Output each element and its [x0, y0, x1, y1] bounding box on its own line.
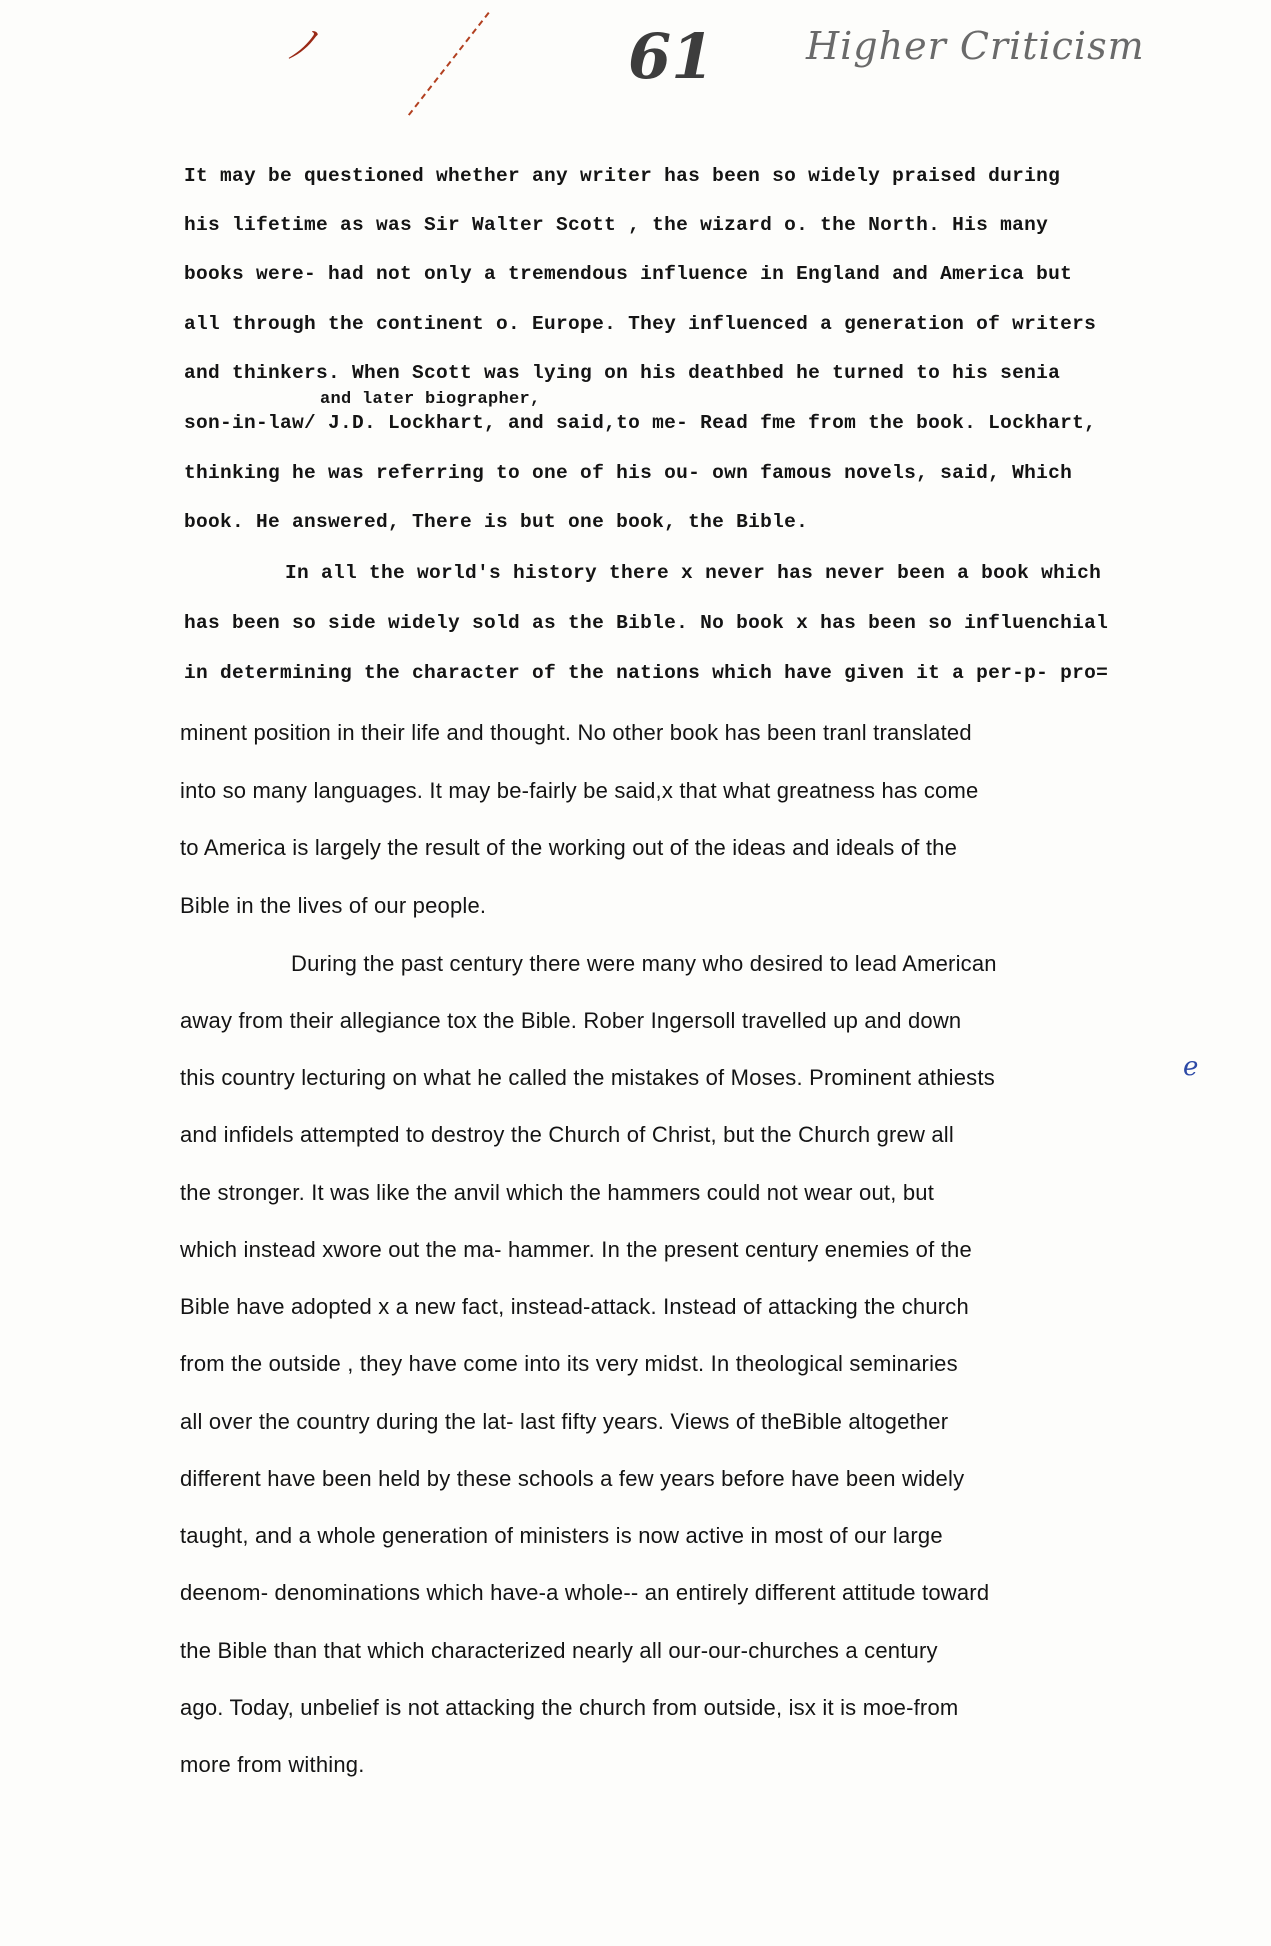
- text-line: from the outside , they have come into its very midst. In theological seminaries: [180, 1351, 958, 1376]
- text-line: away from their allegiance tox the Bible. Rober Ingersoll travelled up and down: [180, 1008, 962, 1033]
- text-line: in determining the character of the nations which have given it a per-p- pro=: [184, 662, 1109, 684]
- text-line: the Bible than that which characterized nearly all our-our-churches a century: [180, 1638, 938, 1663]
- text-line: this country lecturing on what he called the mistakes of Moses. Prominent athiests: [180, 1065, 995, 1090]
- text-line: taught, and a whole generation of ministers is now active in most of our large: [180, 1523, 943, 1548]
- text-line: different have been held by these schools a few years before have been widely: [180, 1466, 965, 1491]
- text-line: During the past century there were many who desired to lead American: [291, 951, 997, 976]
- red-slash-mark: [408, 12, 491, 117]
- text-line: more from withing.: [180, 1752, 365, 1777]
- red-pencil-mark: ノ: [283, 23, 322, 67]
- text-line: son-in-law/ J.D. Lockhart, and said,to me- Read fme from the book. Lockhart,: [184, 412, 1097, 434]
- inserted-text-line: and later biographer,: [320, 390, 541, 409]
- text-line: Bible in the lives of our people.: [180, 893, 487, 918]
- text-line: In all the world's history there x never has never been a book which: [285, 562, 1102, 584]
- page-number: 61: [628, 20, 715, 93]
- text-line: his lifetime as was Sir Walter Scott , the wizard o. the North. His many: [184, 214, 1049, 236]
- text-line: deenom- denominations which have-a whole-- an entirely different attitude toward: [180, 1580, 990, 1605]
- text-line: thinking he was referring to one of his ou- own famous novels, said, Which: [184, 462, 1073, 484]
- text-line: and infidels attempted to destroy the Church of Christ, but the Church grew all: [180, 1122, 954, 1147]
- text-line: has been so side widely sold as the Bible. No book x has been so influenchial: [184, 612, 1109, 634]
- text-line: and thinkers. When Scott was lying on his deathbed he turned to his senia: [184, 362, 1061, 384]
- text-line: the stronger. It was like the anvil which the hammers could not wear out, but: [180, 1180, 935, 1205]
- text-line: all through the continent o. Europe. They influenced a generation of writers: [184, 313, 1097, 335]
- text-line: all over the country during the lat- last fifty years. Views of theBible altogether: [180, 1409, 949, 1434]
- handwritten-correction: e: [1183, 1052, 1199, 1082]
- text-line: books were- had not only a tremendous influence in England and America but: [184, 263, 1073, 285]
- text-line: It may be questioned whether any writer has been so widely praised during: [184, 165, 1061, 187]
- text-line: which instead xwore out the ma- hammer. In the present century enemies of the: [180, 1237, 972, 1262]
- text-line: to America is largely the result of the working out of the ideas and ideals of the: [180, 835, 958, 860]
- text-line: into so many languages. It may be-fairly be said,x that what greatness has come: [180, 778, 979, 803]
- text-line: Bible have adopted x a new fact, instead-attack. Instead of attacking the church: [180, 1294, 969, 1319]
- text-line: minent position in their life and thought. No other book has been tranl translated: [180, 720, 972, 745]
- handwritten-heading: Higher Criticism: [806, 24, 1145, 68]
- text-line: ago. Today, unbelief is not attacking the church from outside, isx it is moe-from: [180, 1695, 959, 1720]
- text-line: book. He answered, There is but one book, the Bible.: [184, 511, 809, 533]
